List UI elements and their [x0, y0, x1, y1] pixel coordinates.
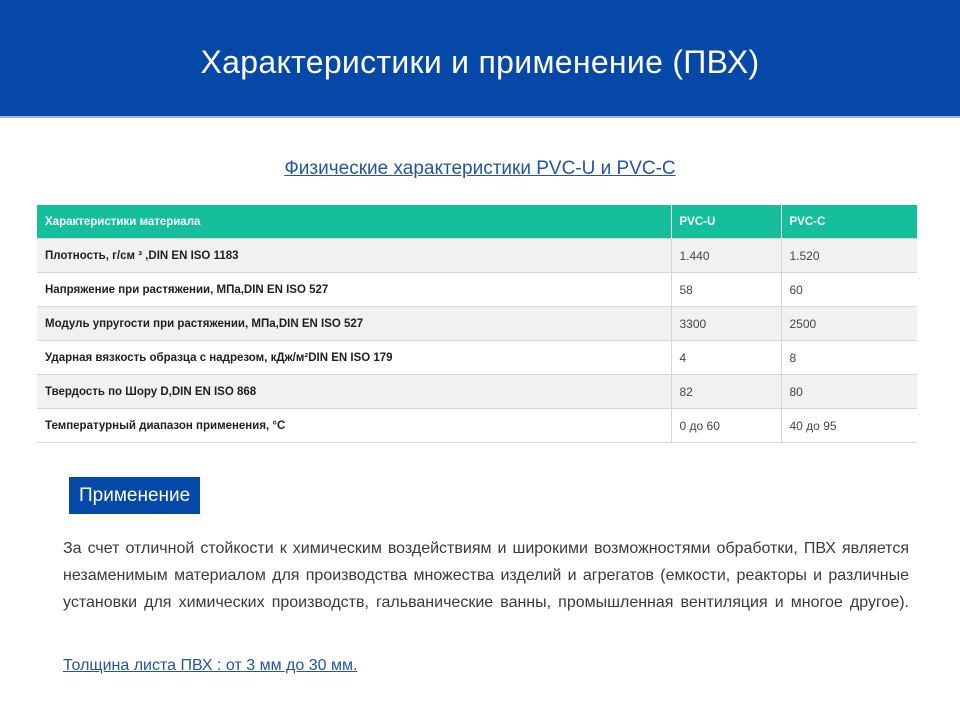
characteristics-table: [37, 205, 917, 443]
property-cell: Модуль упругости при растяжении, МПа,DIN EN ISO 527: [37, 307, 671, 341]
section-link-container: [0, 158, 960, 180]
pvc-c-value-cell: 8: [781, 341, 917, 375]
pvc-c-value-cell: 80: [781, 375, 917, 409]
column-header-pvc-u: PVC-U: [671, 205, 781, 239]
pvc-c-value-cell: 1.520: [781, 239, 917, 273]
pvc-u-value-cell: 58: [671, 273, 781, 307]
property-cell: Напряжение при растяжении, МПа,DIN EN ISO 527: [37, 273, 671, 307]
property-cell: Температурный диапазон применения, °С: [37, 409, 671, 443]
pvc-u-value-cell: 3300: [671, 307, 781, 341]
physical-characteristics-link[interactable]: Физические характеристики PVC-U и PVC-C: [284, 158, 676, 179]
application-description: За счет отличной стойкости к химическим воздействиям и широкими возможностями обработки, ПВХ является незаменимым материалом для производства множества изделий и агрегатов (емкости, реакторы и различные установки для химических производств, гальванические ванны, промышленная вентиляция и многое другое).: [63, 540, 909, 611]
pvc-u-value-cell: 0 до 60: [671, 409, 781, 443]
property-cell: Твердость по Шору D,DIN EN ISO 868: [37, 375, 671, 409]
sheet-thickness-link[interactable]: Толщина листа ПВХ : от 3 мм до 30 мм.: [63, 657, 358, 674]
title-banner: [0, 0, 960, 118]
table-row: [37, 239, 917, 273]
table-row: [37, 307, 917, 341]
pvc-c-value-cell: 60: [781, 273, 917, 307]
table-row: [37, 409, 917, 443]
property-cell: Ударная вязкость образца с надрезом, кДж/м²DIN EN ISO 179: [37, 341, 671, 375]
pvc-u-value-cell: 82: [671, 375, 781, 409]
pvc-u-value-cell: 4: [671, 341, 781, 375]
table-row: [37, 341, 917, 375]
table-header-row: [37, 205, 917, 239]
pvc-u-value-cell: 1.440: [671, 239, 781, 273]
column-header-property: Характеристики материала: [37, 205, 671, 239]
application-heading-badge: Применение: [69, 477, 200, 514]
page-title: Характеристики и применение (ПВХ): [200, 44, 760, 80]
table-row: [37, 375, 917, 409]
pvc-c-value-cell: 40 до 95: [781, 409, 917, 443]
pvc-c-value-cell: 2500: [781, 307, 917, 341]
table-row: [37, 273, 917, 307]
characteristics-table-container: [37, 205, 917, 443]
column-header-pvc-c: PVC-C: [781, 205, 917, 239]
property-cell: Плотность, г/см ³ ,DIN EN ISO 1183: [37, 239, 671, 273]
